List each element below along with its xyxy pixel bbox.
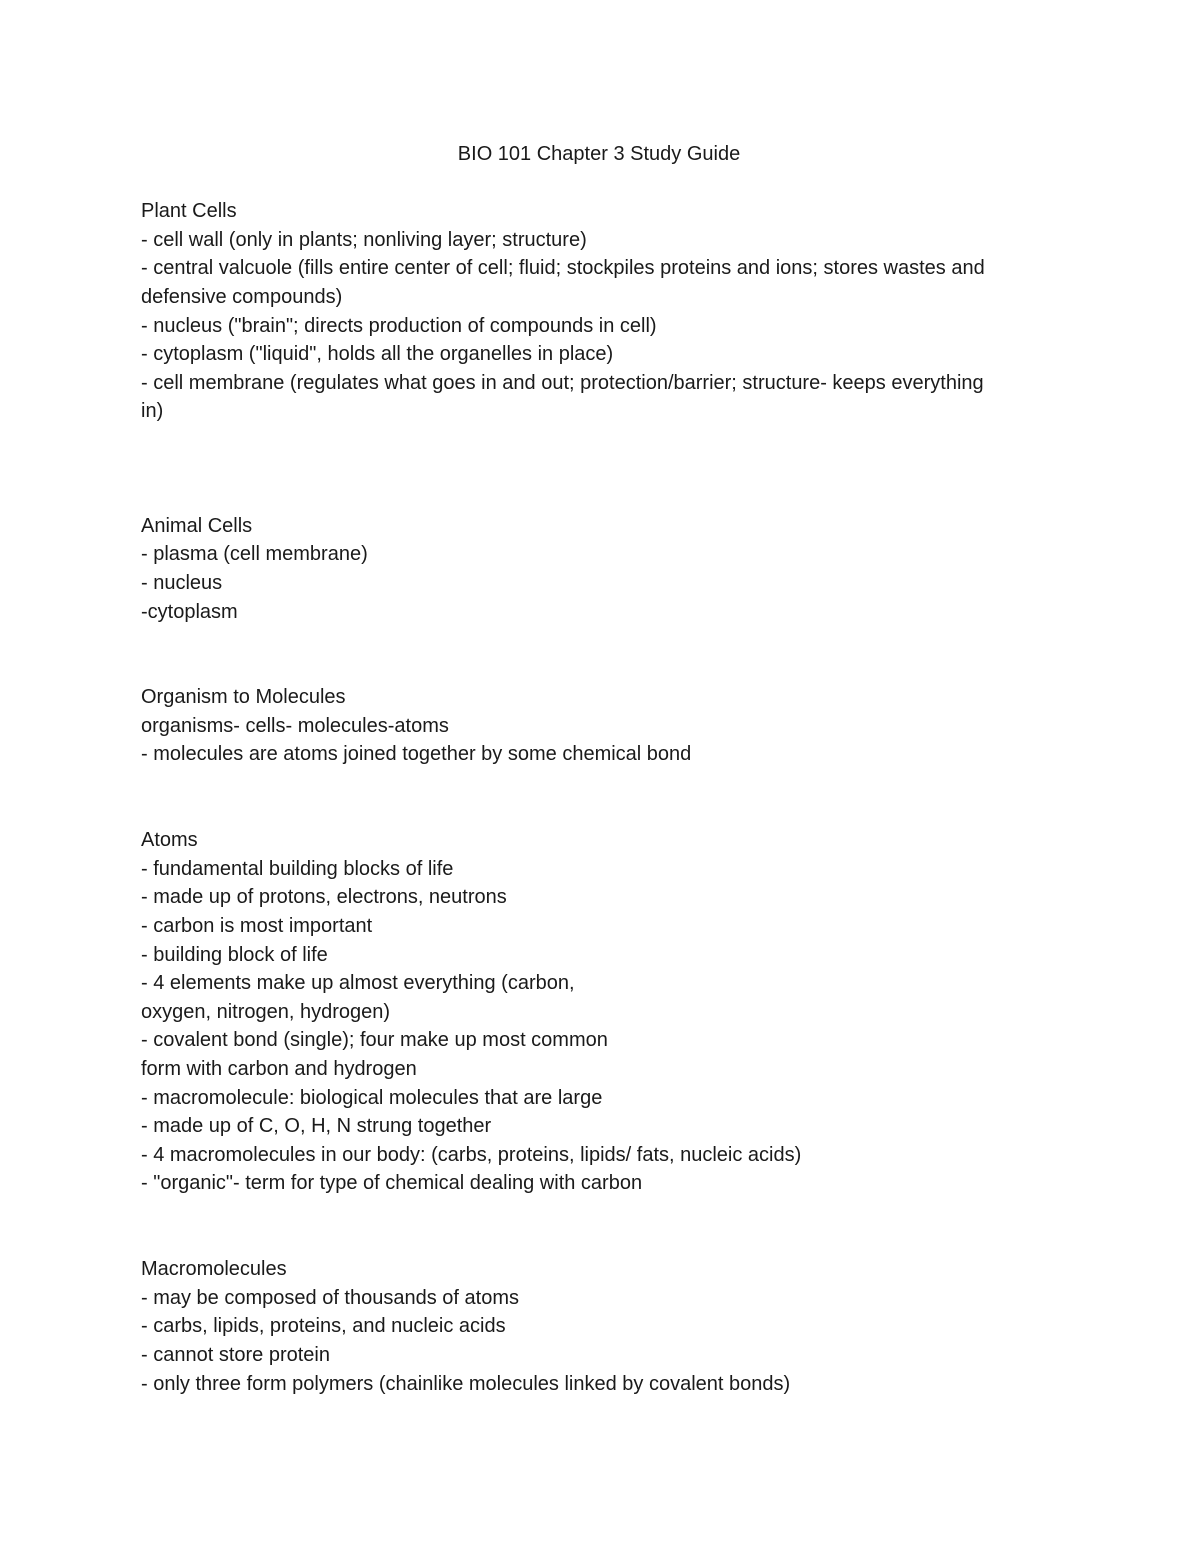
section-plant-cells (141, 197, 1066, 426)
list-item: - central valcuole (fills entire center of cell; fluid; stockpiles proteins and ions; stores wastes and (141, 257, 985, 280)
spacer (141, 626, 1066, 683)
list-item-continuation: oxygen, nitrogen, hydrogen) (141, 1000, 391, 1023)
spacer (141, 1198, 1066, 1255)
list-item-continuation: defensive compounds) (141, 285, 343, 308)
list-item: - only three form polymers (chainlike molecules linked by covalent bonds) (141, 1372, 791, 1395)
list-item: - cannot store protein (141, 1343, 330, 1366)
section-heading: Organism to Molecules (141, 686, 346, 709)
list-item-continuation: in) (141, 400, 164, 423)
list-item: - "organic"- term for type of chemical dealing with carbon (141, 1172, 643, 1195)
list-item: - 4 macromolecules in our body: (carbs, proteins, lipids/ fats, nucleic acids) (141, 1143, 802, 1166)
list-item: - building block of life (141, 943, 328, 966)
section-macromolecules (141, 1255, 1066, 1398)
list-item: - made up of C, O, H, N strung together (141, 1115, 492, 1138)
list-item: - cytoplasm ("liquid", holds all the organelles in place) (141, 343, 614, 366)
section-organism-to-molecules (141, 683, 1066, 769)
list-item: - made up of protons, electrons, neutrons (141, 886, 507, 909)
spacer (141, 769, 1066, 826)
section-heading: Plant Cells (141, 200, 237, 223)
list-item: - fundamental building blocks of life (141, 857, 454, 880)
section-heading: Atoms (141, 829, 198, 852)
list-item: - 4 elements make up almost everything (carbon, (141, 972, 575, 995)
list-item: - plasma (cell membrane) (141, 543, 368, 566)
list-item: - carbs, lipids, proteins, and nucleic acids (141, 1315, 506, 1338)
section-heading: Macromolecules (141, 1258, 287, 1281)
spacer (141, 169, 1066, 198)
section-atoms (141, 826, 1066, 1198)
list-item: -cytoplasm (141, 600, 238, 623)
list-item: - covalent bond (single); four make up most common (141, 1029, 608, 1052)
list-item-continuation: form with carbon and hydrogen (141, 1058, 417, 1081)
list-item: - carbon is most important (141, 915, 373, 938)
document-body (141, 140, 1066, 1398)
list-item: - cell membrane (regulates what goes in and out; protection/barrier; structure- keeps everything (141, 371, 984, 394)
list-item: - cell wall (only in plants; nonliving layer; structure) (141, 228, 587, 251)
spacer (141, 426, 1066, 512)
section-heading: Animal Cells (141, 514, 253, 537)
list-item: - nucleus ("brain"; directs production of compounds in cell) (141, 314, 657, 337)
list-item: - molecules are atoms joined together by some chemical bond (141, 743, 692, 766)
list-item: - may be composed of thousands of atoms (141, 1286, 519, 1309)
list-item: organisms- cells- molecules-atoms (141, 714, 449, 737)
list-item: - nucleus (141, 571, 223, 594)
section-animal-cells (141, 512, 1066, 626)
document-title: BIO 101 Chapter 3 Study Guide (457, 143, 741, 165)
list-item: - macromolecule: biological molecules that are large (141, 1086, 603, 1109)
